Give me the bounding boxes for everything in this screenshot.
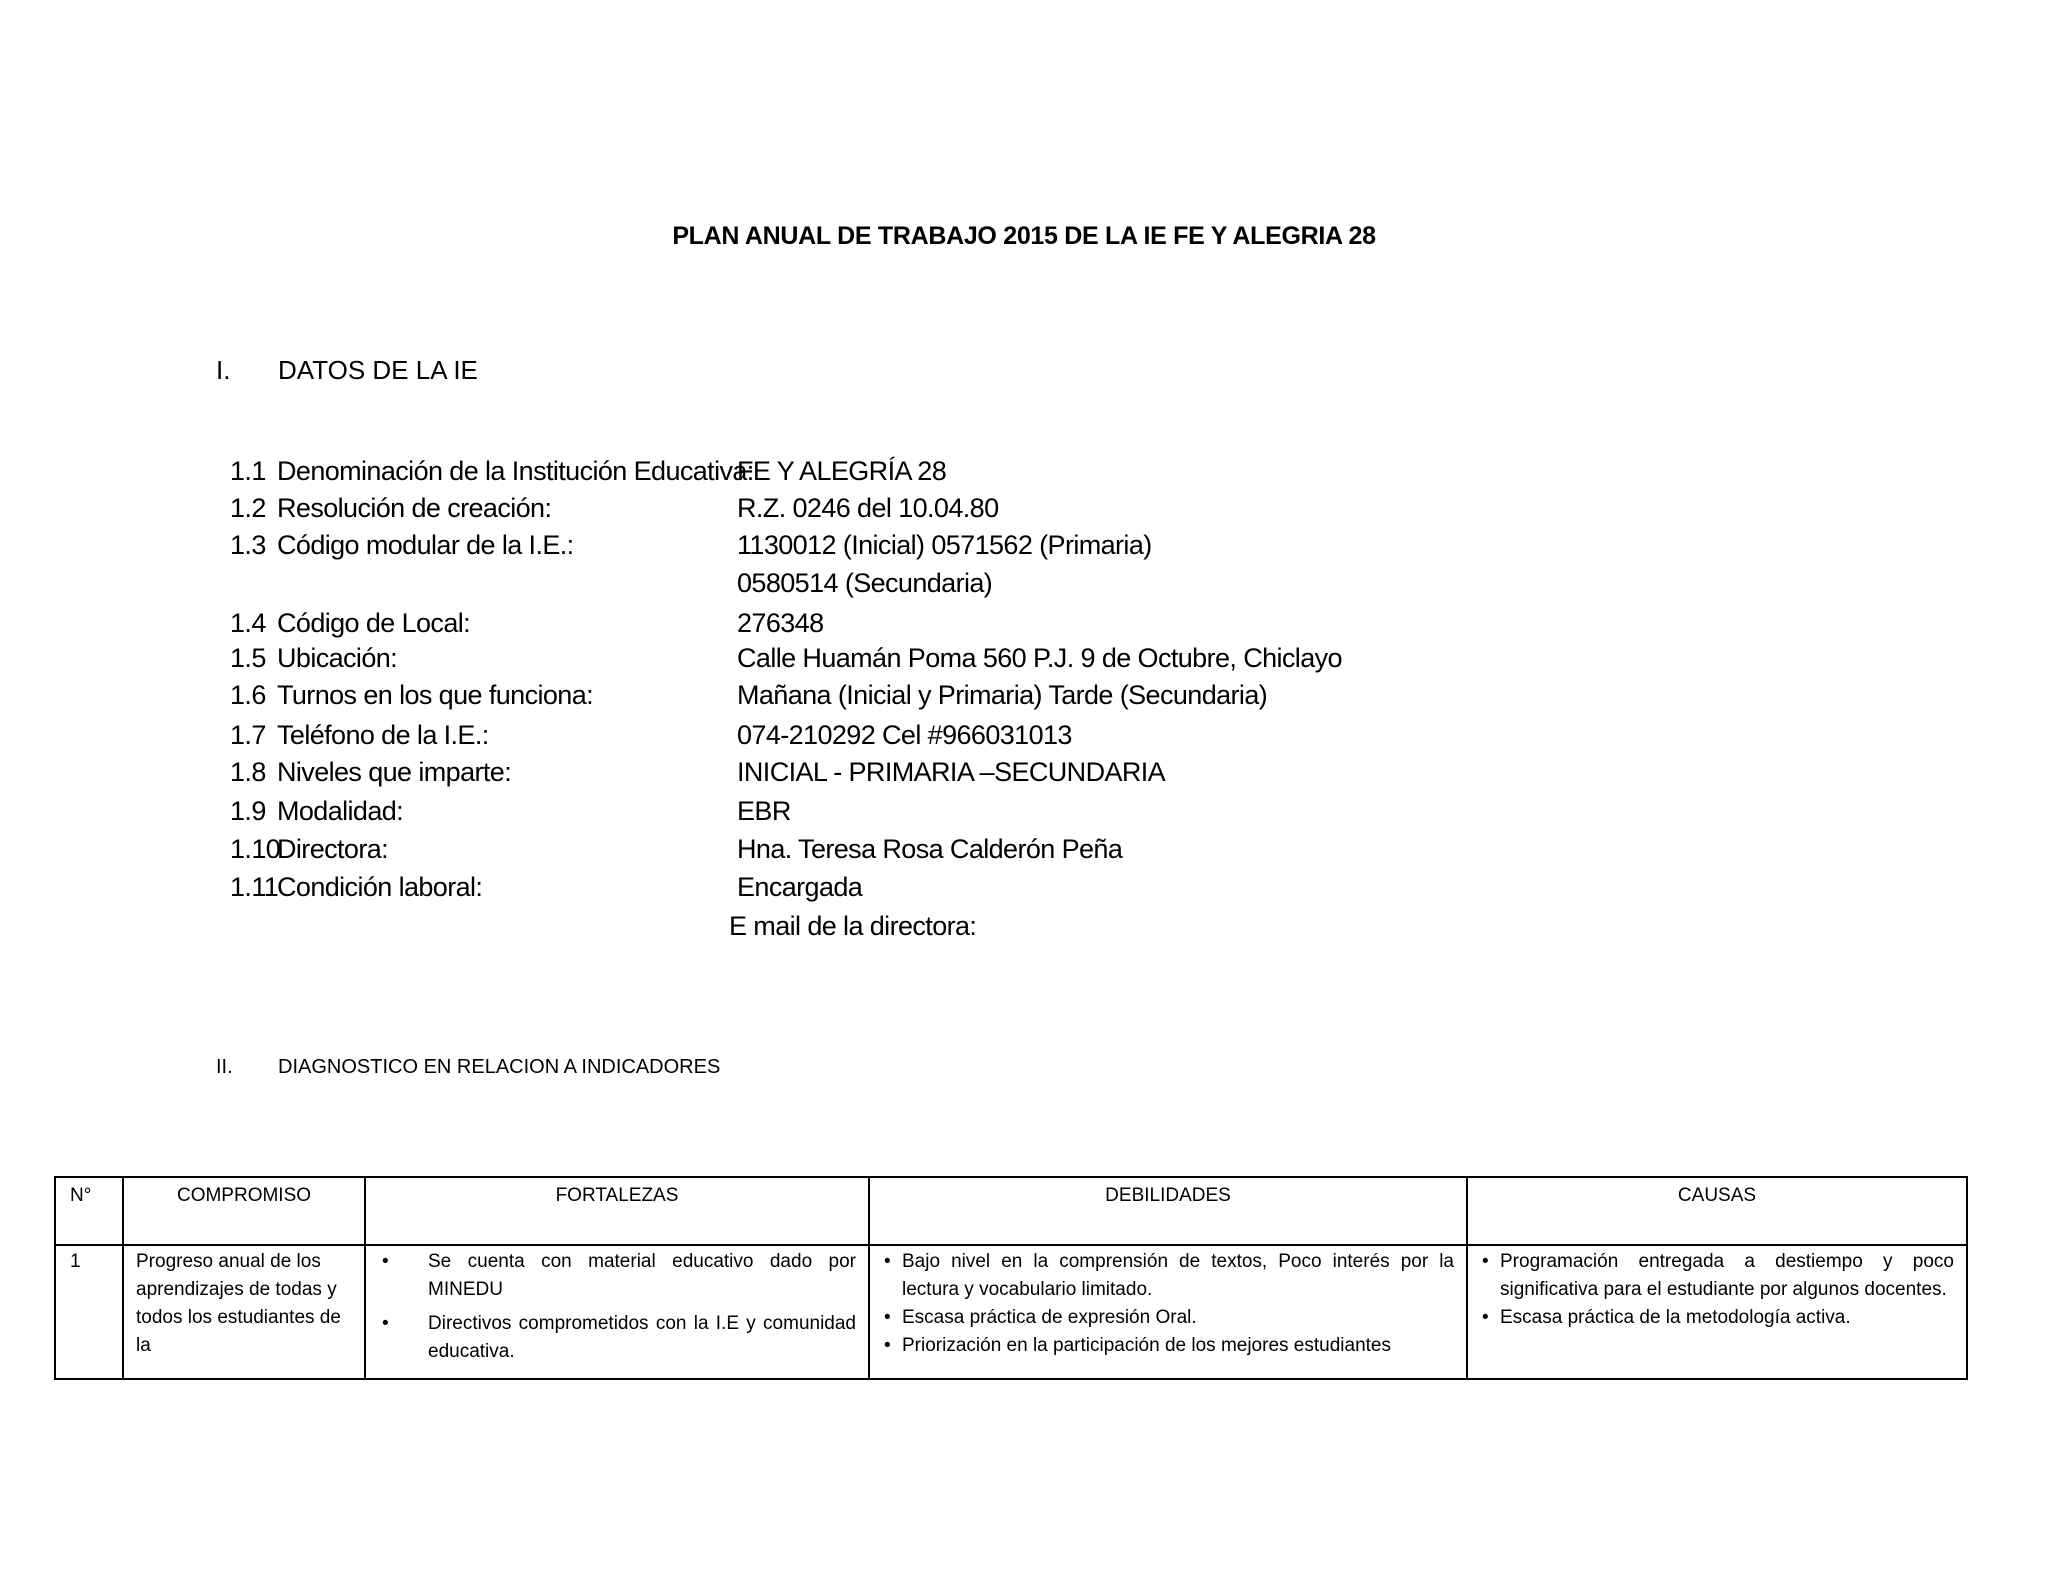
list-item: • Priorización en la participación de los mejores estudiantes (882, 1332, 1454, 1360)
header-debilidades: DEBILIDADES (869, 1177, 1467, 1245)
document-title: PLAN ANUAL DE TRABAJO 2015 DE LA IE FE Y ALEGRIA 28 (672, 222, 1376, 250)
section-number: II. (216, 1056, 233, 1078)
datos-value: 276348 (737, 608, 824, 638)
datos-number: 1.3 (230, 530, 266, 560)
list-item: • Directivos comprometidos con la I.E y comunidad educativa. (378, 1310, 856, 1366)
datos-value: 0580514 (Secundaria) (737, 568, 993, 598)
datos-value: Calle Huamán Poma 560 P.J. 9 de Octubre, Chiclayo (737, 643, 1342, 673)
datos-label: Turnos en los que funciona: (277, 680, 594, 710)
datos-label: Código modular de la I.E.: (277, 530, 574, 560)
diagnostico-table (54, 1176, 1968, 1380)
list-item: • Escasa práctica de la metodología activa. (1480, 1304, 1954, 1332)
section-label: DATOS DE LA IE (278, 355, 478, 385)
datos-number: 1.5 (230, 643, 266, 673)
datos-value: Encargada (737, 872, 863, 902)
datos-label: Condición laboral: (277, 872, 483, 902)
causas-list (1480, 1248, 1954, 1332)
cell-debilidades (869, 1245, 1467, 1379)
debilidades-list (882, 1248, 1454, 1360)
section-heading-diagnostico (216, 1056, 720, 1079)
list-item: • Se cuenta con material educativo dado por MINEDU (378, 1248, 856, 1304)
cell-fortalezas (365, 1245, 869, 1379)
datos-number: 1.2 (230, 493, 266, 523)
datos-value: FE Y ALEGRÍA 28 (737, 456, 947, 486)
datos-label: Código de Local: (277, 608, 471, 638)
datos-number: 1.9 (230, 796, 266, 826)
section-heading-datos (216, 355, 478, 386)
datos-label: Ubicación: (277, 643, 398, 673)
datos-number: 1.6 (230, 680, 266, 710)
datos-number: 1.8 (230, 757, 266, 787)
table-header-row (55, 1177, 1967, 1245)
datos-label: Directora: (277, 834, 389, 864)
datos-number: 1.1 (230, 456, 266, 486)
list-item: • Programación entregada a destiempo y poco significativa para el estudiante por algunos docentes. (1480, 1248, 1954, 1304)
datos-number: 1.7 (230, 720, 266, 750)
datos-value: 074-210292 Cel #966031013 (737, 720, 1072, 750)
header-causas: CAUSAS (1467, 1177, 1967, 1245)
datos-number: 1.4 (230, 608, 266, 638)
header-fortalezas: FORTALEZAS (365, 1177, 869, 1245)
cell-num: 1 (55, 1245, 123, 1379)
datos-number: 1.10 (230, 834, 281, 864)
datos-value: Hna. Teresa Rosa Calderón Peña (737, 834, 1123, 864)
cell-causas (1467, 1245, 1967, 1379)
datos-label: Teléfono de la I.E.: (277, 720, 489, 750)
datos-value: EBR (737, 796, 791, 826)
table-row (55, 1245, 1967, 1379)
datos-label: Resolución de creación: (277, 493, 552, 523)
header-compromiso: COMPROMISO (123, 1177, 365, 1245)
cell-compromiso: Progreso anual de los aprendizajes de todas y todos los estudiantes de la (123, 1245, 365, 1379)
fortalezas-list (378, 1248, 856, 1366)
datos-label: Denominación de la Institución Educativa: (277, 456, 754, 486)
datos-value: INICIAL - PRIMARIA –SECUNDARIA (737, 757, 1166, 787)
datos-value: 1130012 (Inicial) 0571562 (Primaria) (737, 530, 1152, 560)
datos-label: Niveles que imparte: (277, 757, 512, 787)
list-item: • Bajo nivel en la comprensión de textos, Poco interés por la lectura y vocabulario limitado. (882, 1248, 1454, 1304)
datos-value: R.Z. 0246 del 10.04.80 (737, 493, 999, 523)
datos-number: 1.11 (230, 872, 279, 902)
datos-label: Modalidad: (277, 796, 404, 826)
section-label: DIAGNOSTICO EN RELACION A INDICADORES (278, 1056, 721, 1078)
datos-value: Mañana (Inicial y Primaria) Tarde (Secundaria) (737, 680, 1268, 710)
list-item: • Escasa práctica de expresión Oral. (882, 1304, 1454, 1332)
section-number: I. (216, 355, 231, 385)
header-num: N° (55, 1177, 123, 1245)
datos-value: E mail de la directora: (729, 911, 977, 941)
